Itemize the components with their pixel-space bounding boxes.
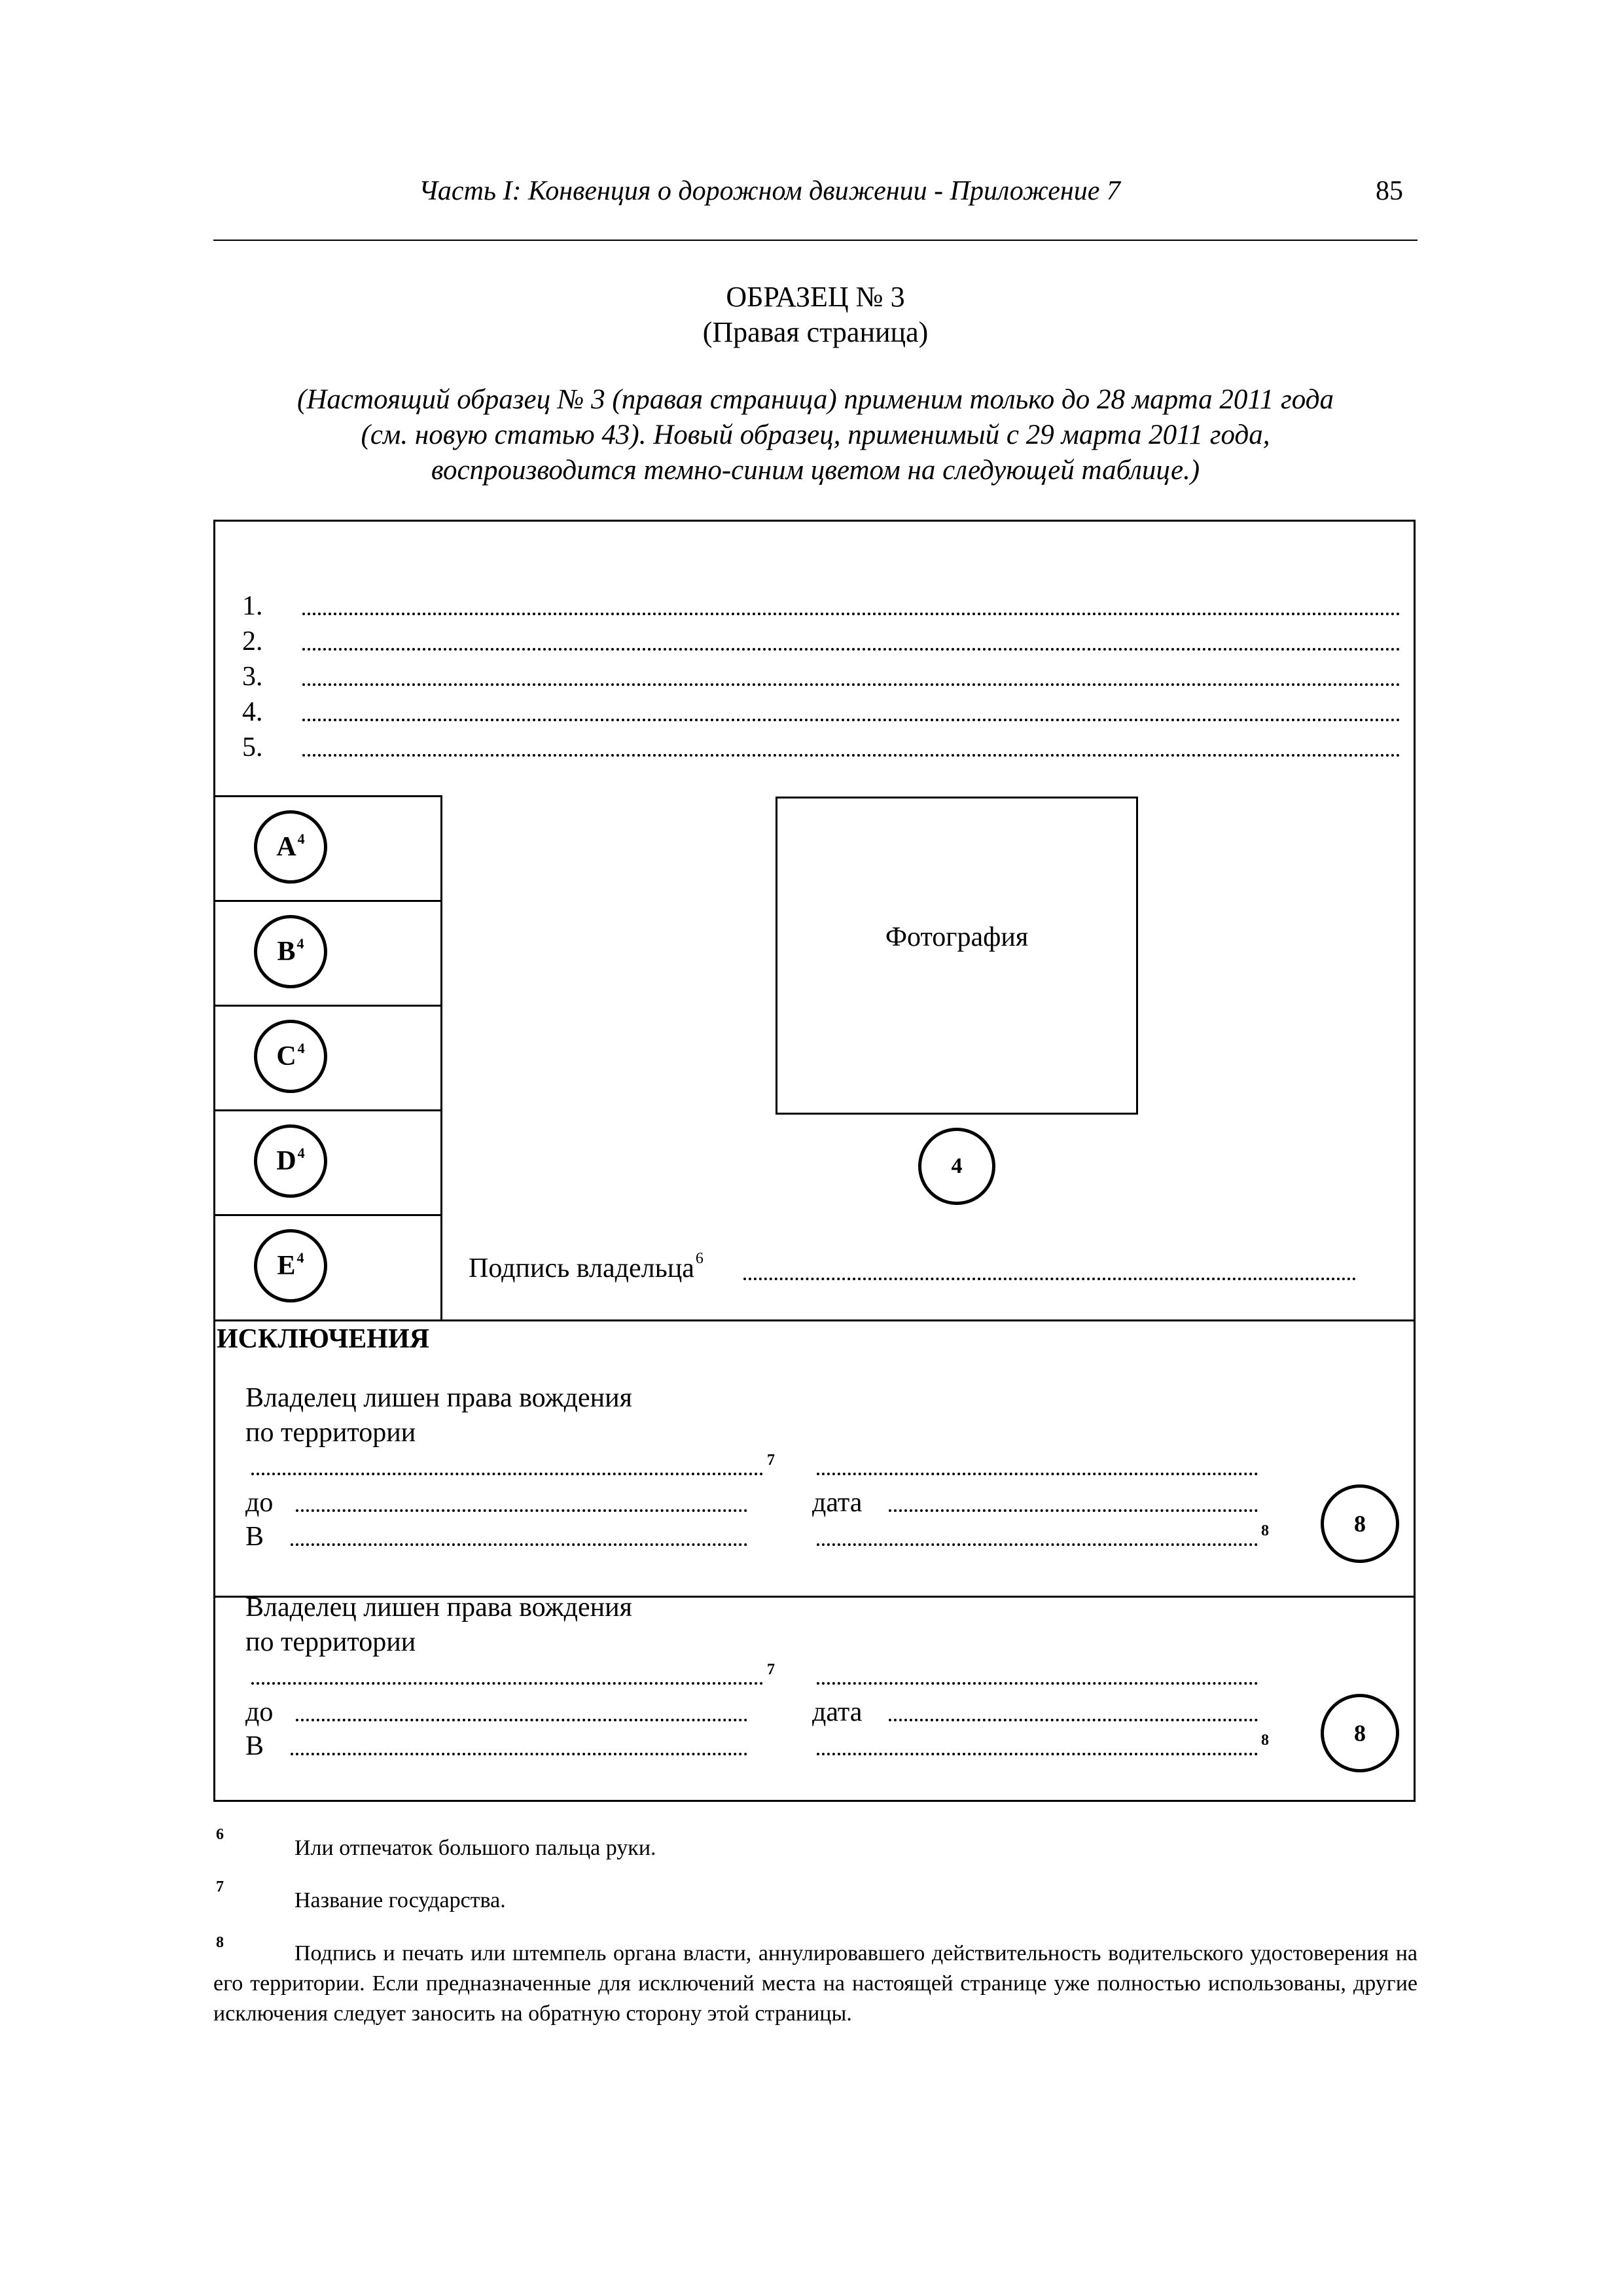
category-e-footnote-ref: 4 [296,1249,304,1266]
exclusion-2-in-field[interactable] [291,1753,747,1755]
category-d-letter: D [276,1146,296,1176]
exclusion-2-top-right-field[interactable] [817,1682,1258,1685]
exclusion-1-until-label: до [245,1488,274,1518]
category-column-divider [440,795,442,1321]
dotted-field-2[interactable] [302,648,1400,651]
exclusion-2-date-field[interactable] [889,1719,1258,1721]
category-c-footnote-ref: 4 [297,1040,305,1056]
photo-stamp-number: 4 [951,1154,963,1178]
footnote-6-text: Или отпечаток большого пальца руки. [294,1836,656,1860]
exclusion-2-line2: по территории [245,1627,416,1657]
exclusion-1-top-right-field[interactable] [817,1473,1258,1475]
exclusion-1-country-field[interactable] [251,1473,763,1475]
category-c-stamp[interactable] [254,1020,327,1093]
exclusion-2-until-label: до [245,1697,274,1727]
photo-stamp-circle[interactable] [918,1128,995,1205]
exclusion-2-line1: Владелец лишен права вождения [245,1592,632,1623]
holder-signature-footnote-ref: 6 [695,1250,704,1267]
dotted-field-3[interactable] [302,683,1400,686]
category-a-letter: A [276,832,296,862]
exclusion-2-in-label: В [245,1731,264,1761]
sample-title: ОБРАЗЕЦ № 3 [726,281,905,313]
category-a-stamp[interactable] [254,810,327,884]
exclusions-rule-top [213,1319,1416,1321]
holder-signature-field[interactable] [743,1278,1356,1280]
exclusion-1-line1: Владелец лишен права вождения [245,1383,632,1413]
holder-signature-text: Подпись владельца [469,1253,694,1283]
dotted-field-4[interactable] [302,719,1400,721]
exclusion-1-date-field[interactable] [889,1509,1258,1512]
exclusion-1-stamp-number: 8 [1354,1511,1366,1537]
exclusion-2-signature-footnote-ref: 8 [1261,1732,1269,1749]
exclusion-1-stamp-circle[interactable] [1321,1484,1399,1563]
exclusion-2-until-field[interactable] [296,1719,747,1721]
category-b-footnote-ref: 4 [296,935,304,952]
exclusion-2-country-footnote-ref: 7 [767,1661,775,1678]
category-e-stamp[interactable] [254,1229,327,1302]
line-number-1: 1. [242,591,263,621]
category-d-footnote-ref: 4 [297,1145,305,1161]
line-number-3: 3. [242,662,263,692]
sample-subtitle: (Правая страница) [702,316,929,348]
exclusion-1-in-label: В [245,1522,264,1552]
exclusion-1-in-field[interactable] [291,1543,747,1546]
footnote-8-text: Подпись и печать или штемпель органа власти, аннулировавшего действительность водительского удостоверения на его территории. Если предназначенные для исключений места на настоящей странице уже полностью использованы, другие исключения следует заносить на обратную сторону этой страницы. [213,1941,1418,2026]
dotted-field-5[interactable] [302,754,1400,757]
category-rule [213,1214,442,1216]
exclusion-2-signature-field[interactable] [817,1753,1258,1755]
holder-signature-label [469,1250,704,1284]
category-c-letter: C [276,1041,296,1071]
validity-note-line-2: (см. новую статью 43). Новый образец, применимый с 29 марта 2011 года, [361,420,1270,450]
category-a-footnote-ref: 4 [297,831,305,847]
line-number-4: 4. [242,697,263,727]
exclusion-1-line2: по территории [245,1418,416,1448]
exclusion-1-signature-field[interactable] [817,1543,1258,1546]
photo-label: Фотография [885,922,1029,952]
category-rule [213,1109,442,1111]
footnote-8-number: 8 [216,1934,224,1951]
category-e-letter: E [277,1251,296,1281]
exclusion-1-country-footnote-ref: 7 [767,1452,775,1469]
category-b-stamp[interactable] [254,915,327,988]
validity-note-line-1: (Настоящий образец № 3 (правая страница) применим только до 28 марта 2011 года [297,384,1334,415]
photo-box[interactable] [776,797,1138,1115]
page-number: 85 [1376,176,1403,206]
validity-note [213,382,1418,488]
category-rule [213,900,442,902]
category-d-stamp[interactable] [254,1124,327,1198]
exclusion-1-until-field[interactable] [296,1509,747,1512]
footnote-7-text: Название государства. [294,1888,506,1912]
dotted-field-1[interactable] [302,613,1400,615]
line-number-2: 2. [242,626,263,656]
exclusions-title: ИСКЛЮЧЕНИЯ [217,1324,429,1354]
exclusion-2-stamp-circle[interactable] [1321,1694,1399,1772]
exclusion-1-signature-footnote-ref: 8 [1261,1522,1269,1539]
validity-note-line-3: воспроизводится темно-синим цветом на следующей таблице.) [431,455,1200,486]
header-rule [213,240,1418,241]
category-b-letter: B [277,937,296,967]
running-header-title: Часть I: Конвенция о дорожном движении - Приложение 7 [419,176,1120,206]
exclusion-2-country-field[interactable] [251,1682,763,1685]
footnote-6-number: 6 [216,1826,224,1843]
line-number-5: 5. [242,732,263,762]
exclusion-1-date-label: дата [812,1488,863,1518]
exclusion-2-date-label: дата [812,1697,863,1727]
category-rule [213,1005,442,1007]
exclusion-2-stamp-number: 8 [1354,1720,1366,1746]
category-rule-top [213,795,442,797]
footnote-7-number: 7 [216,1878,224,1895]
